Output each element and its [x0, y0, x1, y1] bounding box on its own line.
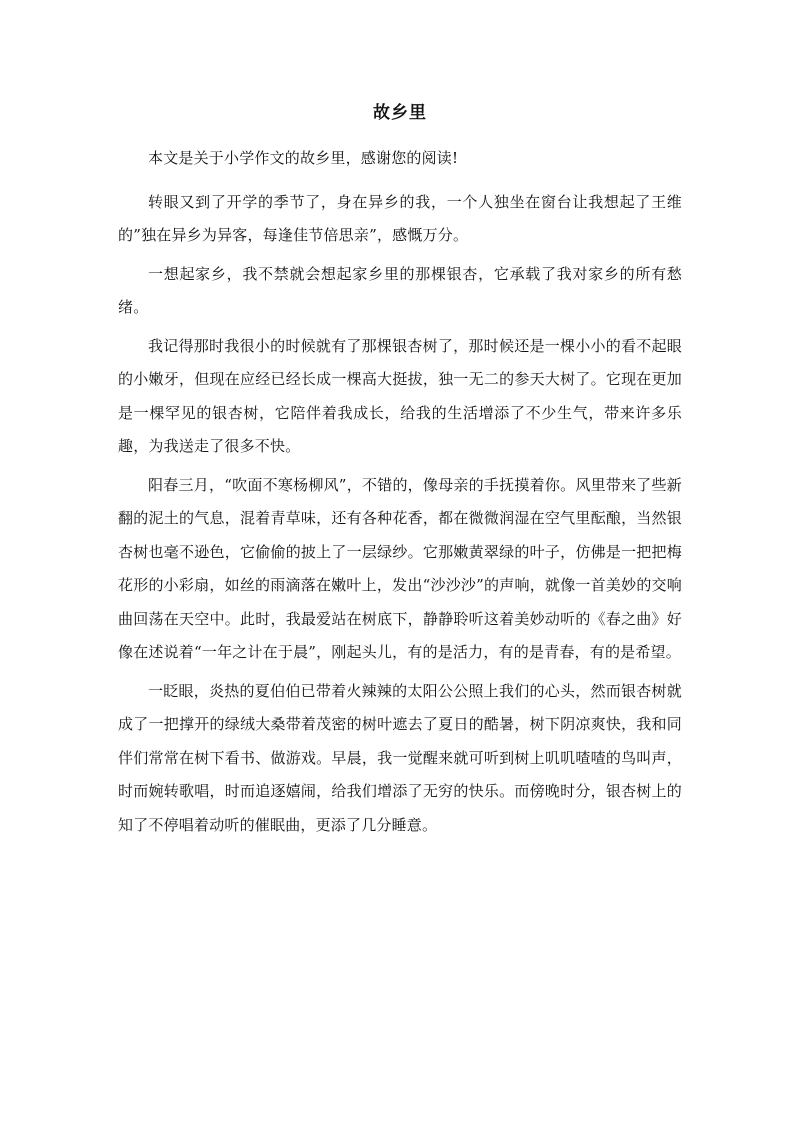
- intro-paragraph: 本文是关于小学作文的故乡里，感谢您的阅读!: [148, 149, 459, 167]
- body-paragraph-2: 一想起家乡，我不禁就会想起家乡里的那棵银杏，它承载了我对家乡的所有愁绪。: [118, 264, 682, 316]
- body-paragraph-5: 一眨眼，炎热的夏伯伯已带着火辣辣的太阳公公照上我们的心头，然而银杏树就成了一把撑开的绿绒大桑带着茂密的树叶遮去了夏日的酷暑，树下阴凉爽快，我和同伴们常常在树下看书、做游戏。早晨，我一觉醒来就可听到树上叽叽喳喳的鸟叫声，时而婉转歌唱，时而追逐嬉闹，给我们增添了无穷的快乐。而傍晚时分，银杏树上的知了不停唱着动听的催眠曲，更添了几分睡意。: [118, 681, 682, 834]
- body-paragraph-3: 我记得那时我很小的时候就有了那棵银杏树了，那时候还是一棵小小的看不起眼的小嫩牙，但现在应经已经长成一棵高大挺拔，独一无二的参天大树了。它现在更加是一棵罕见的银杏树，它陪伴着我成长，给我的生活增添了不少生气，带来许多乐趣，为我送走了很多不快。: [118, 336, 682, 455]
- body-paragraph-1: 转眼又到了开学的季节了，身在异乡的我，一个人独坐在窗台让我想起了王维的”独在异乡为异客，每逢佳节倍思亲”，感慨万分。: [118, 192, 682, 244]
- body-paragraph-4: 阳春三月，“吹面不寒杨柳风”，不错的，像母亲的手抚摸着你。风里带来了些新翻的泥土的气息，混着青草味，还有各种花香，都在微微润湿在空气里酝酿，当然银杏树也毫不逊色，它偷偷的披上了一层绿纱。它那嫩黄翠绿的叶子，仿佛是一把把梅花形的小彩扇，如丝的雨滴落在嫩叶上，发出“沙沙沙”的声响，就像一首美妙的交响曲回荡在天空中。此时，我最爱站在树底下，静静聆听这着美妙动听的《春之曲》好像在述说着“一年之计在于晨”，刚起头儿，有的是活力，有的是青春，有的是希望。: [118, 475, 682, 661]
- document-title: 故乡里: [373, 103, 427, 123]
